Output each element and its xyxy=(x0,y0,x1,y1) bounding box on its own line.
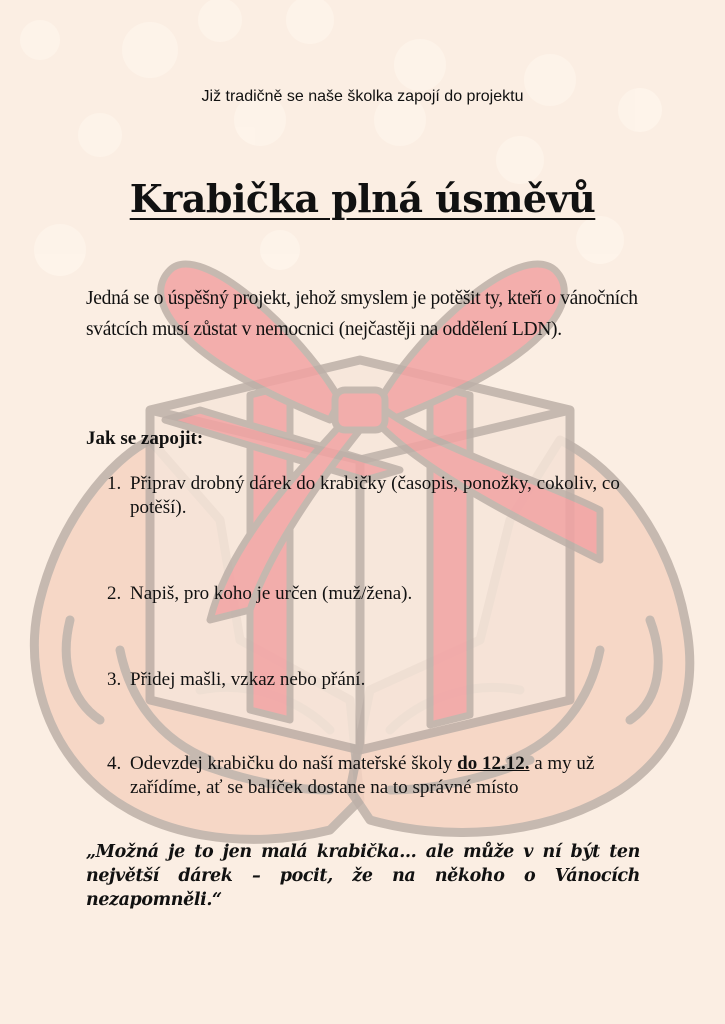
intro-text: Již tradičně se naše školka zapojí do projektu xyxy=(201,88,524,105)
page-title xyxy=(0,176,725,221)
list-item xyxy=(107,668,667,692)
page-title-text: Krabička plná úsměvů xyxy=(129,176,596,221)
list-item xyxy=(107,582,667,606)
step-text: Připrav drobný dárek do krabičky (časopis, ponožky, cokoliv, co potěší). xyxy=(130,473,620,518)
step-number: 1. xyxy=(107,473,122,494)
howto-heading: Jak se zapojit: xyxy=(86,428,204,449)
step-number: 3. xyxy=(107,669,122,690)
step-number: 4. xyxy=(107,753,122,774)
deadline-date: do 12.12. xyxy=(457,753,530,774)
step-text xyxy=(107,752,667,800)
step-text-after: a my už zařídíme, ať se balíček dostane na to správné místo xyxy=(130,753,595,798)
lead-paragraph: Jedná se o úspěšný projekt, jehož smyslem je potěšit ty, kteří o vánočních svátcích musí zůstat v nemocnici (nejčastěji na oddělení LDN). xyxy=(86,288,638,340)
step-text: Přidej mašli, vzkaz nebo přání. xyxy=(130,669,366,690)
list-item xyxy=(107,752,667,800)
closing-quote: „Možná je to jen malá krabička… ale může v ní být ten největší dárek – pocit, že na někoho o Vánocích nezapomněli.“ xyxy=(86,842,640,910)
list-item xyxy=(107,472,667,520)
step-text: Napiš, pro koho je určen (muž/žena). xyxy=(130,583,413,604)
step-number: 2. xyxy=(107,583,122,604)
step-text-before: Odevzdej krabičku do naší mateřské školy xyxy=(130,753,458,774)
